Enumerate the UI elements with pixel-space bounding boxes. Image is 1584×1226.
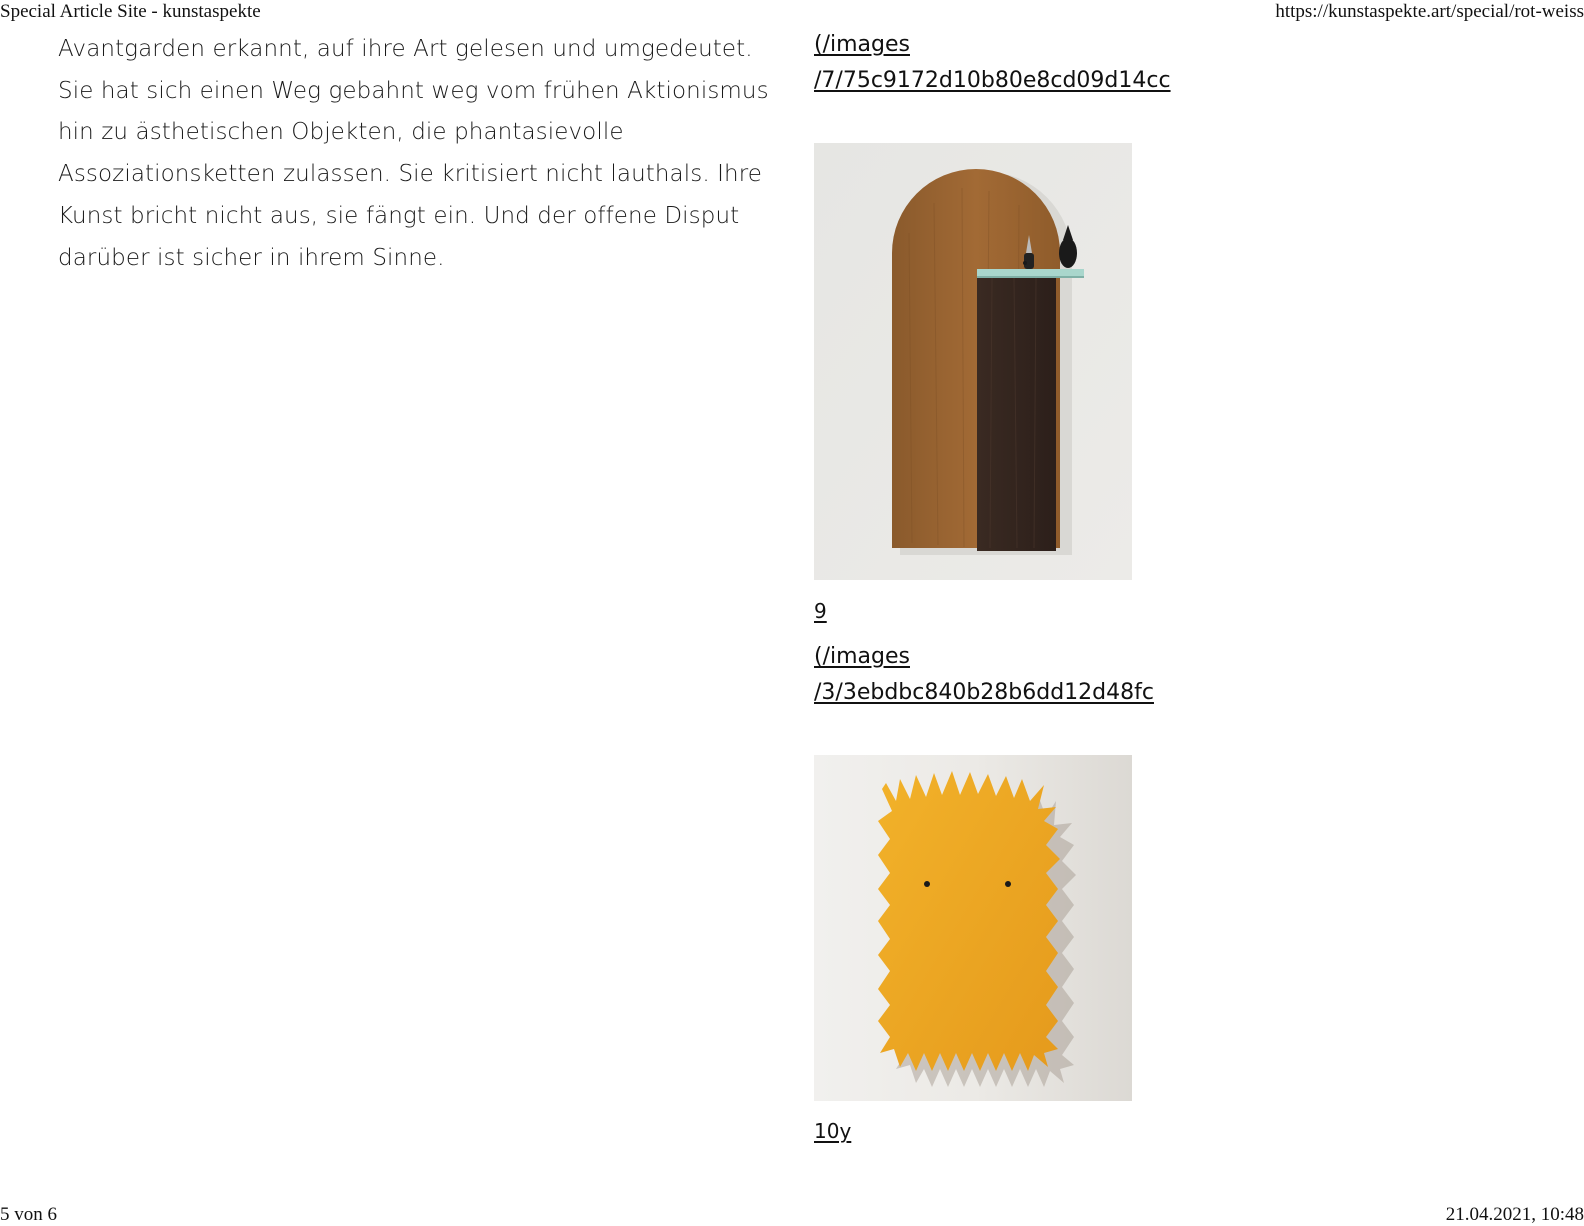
print-header-url: https://kunstaspekte.art/special/rot-weiss: [1275, 1, 1584, 22]
image-link-path-start: (/images: [814, 644, 910, 669]
print-header-title: Special Article Site - kunstaspekte: [0, 1, 261, 22]
image-link-path-start: (/images: [814, 32, 910, 57]
wooden-arch-shelf-sculpture-icon: [814, 143, 1132, 580]
image-link-path-end: /7/75c9172d10b80e8cd09d14cc: [814, 68, 1171, 93]
article-body: [58, 29, 769, 279]
artwork-image-1[interactable]: [814, 143, 1132, 580]
artwork-image-2[interactable]: [814, 755, 1132, 1101]
print-footer-page: 5 von 6: [0, 1204, 57, 1225]
article-line: Kunst bricht nicht aus, sie fängt ein. Und der offene Disput: [58, 202, 740, 229]
image-link-2[interactable]: [814, 639, 1154, 711]
article-line: darüber ist sicher in ihrem Sinne.: [58, 244, 445, 271]
article-line: hin zu ästhetischen Objekten, die phantasievolle: [58, 119, 624, 146]
image-link-1[interactable]: [814, 27, 1171, 99]
article-line: Sie hat sich einen Weg gebahnt weg vom frühen Aktionismus: [58, 77, 769, 104]
article-line: Assoziationsketten zulassen. Sie kritisiert nicht lauthals. Ihre: [58, 161, 763, 188]
image-caption-1[interactable]: 9: [814, 599, 827, 623]
yellow-spiky-panel-sculpture-icon: [814, 755, 1132, 1101]
print-footer-datetime: 21.04.2021, 10:48: [1445, 1204, 1584, 1225]
image-link-path-end: /3/3ebdbc840b28b6dd12d48fc: [814, 680, 1154, 705]
image-caption-2[interactable]: 10y: [814, 1119, 852, 1143]
article-line: Avantgarden erkannt, auf ihre Art gelesen und umgedeutet.: [58, 36, 753, 62]
